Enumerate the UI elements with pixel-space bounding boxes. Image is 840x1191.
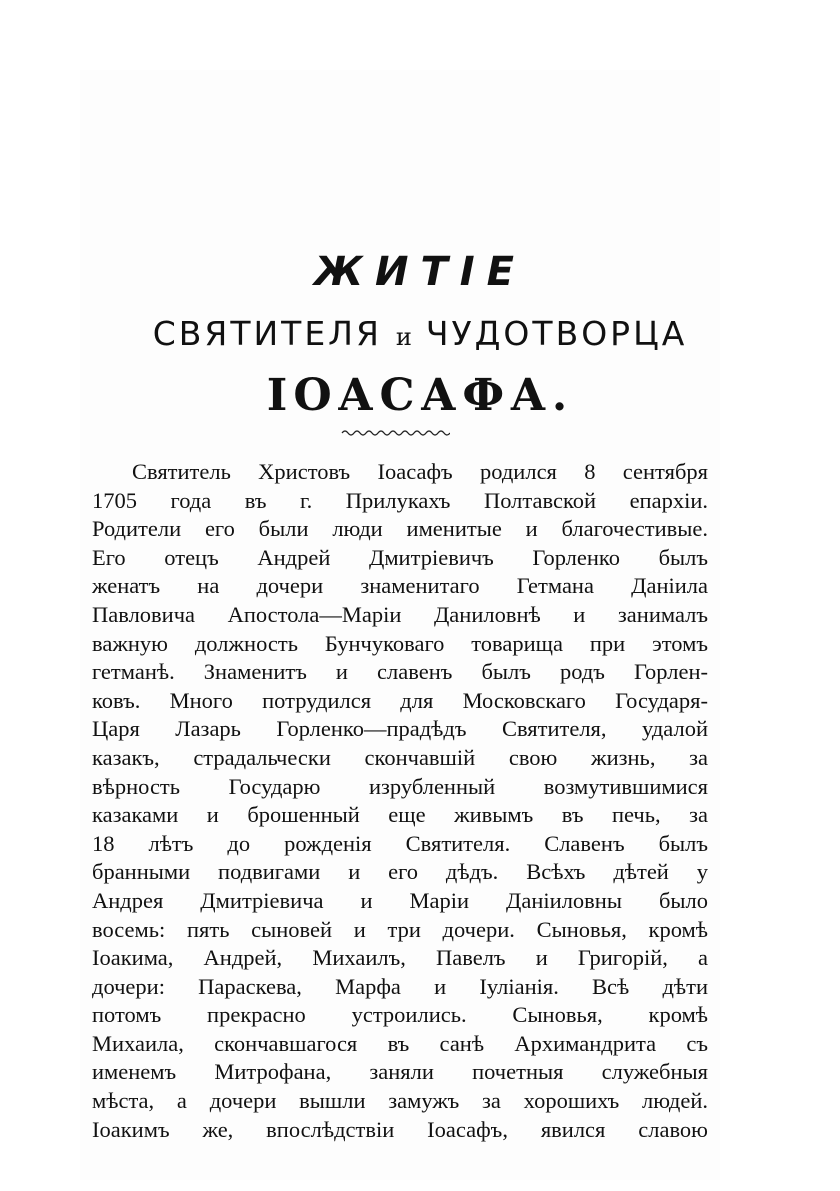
text-line: Іоакима, Андрей, Михаилъ, Павелъ и Григорій, а [92, 945, 708, 971]
text-line: Родители его были люди именитые и благочестивые. [92, 516, 708, 542]
text-line: казаками и брошенный еще живымъ въ печь, за [92, 802, 708, 828]
text-line: важную должность Бунчуковаго товарища при этомъ [92, 630, 708, 656]
text-line: потомъ прекрасно устроились. Сыновья, кромѣ [92, 1002, 708, 1028]
page-title: ЖИТІЕ [314, 249, 526, 295]
body-paragraph [92, 458, 708, 1144]
text-line: ковъ. Много потрудился для Московскаго Государя- [92, 687, 708, 713]
text-line: Андрея Дмитріевича и Маріи Даніиловны было [92, 887, 708, 913]
text-line: Павловича Апостола—Маріи Даниловнѣ и занималъ [92, 601, 708, 627]
text-line: Іоакимъ же, впослѣдствіи Іоасафъ, явился славою [92, 1116, 708, 1142]
text-line: Царя Лазарь Горленко—прадѣдъ Святителя, удалой [92, 716, 708, 742]
page-subtitle [0, 312, 840, 359]
text-line: казакъ, страдальчески скончавшій свою жизнь, за [92, 744, 708, 770]
text-line: гетманѣ. Знаменитъ и славенъ былъ родъ Горлен- [92, 659, 708, 685]
text-line: Святитель Христовъ Іоасафъ родился 8 сентября [132, 459, 708, 484]
text-line: дочери: Параскева, Марфа и Іуліанія. Всѣ дѣти [92, 973, 708, 999]
text-line: вѣрность Государю изрубленный возмутившимися [92, 773, 708, 799]
text-line: именемъ Митрофана, заняли почетныя служебныя [92, 1059, 708, 1085]
text-line: бранными подвигами и его дѣдъ. Всѣхъ дѣтей у [92, 859, 708, 885]
subtitle-part-2: ЧУДОТВОРЦА [425, 314, 688, 353]
text-line: 1705 года въ г. Прилукахъ Полтавской епархіи. [92, 487, 708, 513]
text-line: Его отецъ Андрей Дмитріевичъ Горленко былъ [92, 544, 708, 570]
ornament-divider [340, 426, 450, 440]
text-line: Михаила, скончавшагося въ санѣ Архимандрита съ [92, 1030, 708, 1056]
subtitle-part-1: СВЯТИТЕЛЯ [152, 314, 382, 353]
text-line: женатъ на дочери знаменитаго Гетмана Даніила [92, 573, 708, 599]
saint-name-heading: ІОАСАФА. [266, 370, 574, 421]
subtitle-conjunction: и [395, 323, 412, 351]
text-line: мѣста, а дочери вышли замужъ за хорошихъ людей. [92, 1088, 708, 1114]
text-line: 18 лѣтъ до рожденія Святителя. Славенъ былъ [92, 830, 708, 856]
text-line: восемь: пять сыновей и три дочери. Сыновья, кромѣ [92, 916, 708, 942]
